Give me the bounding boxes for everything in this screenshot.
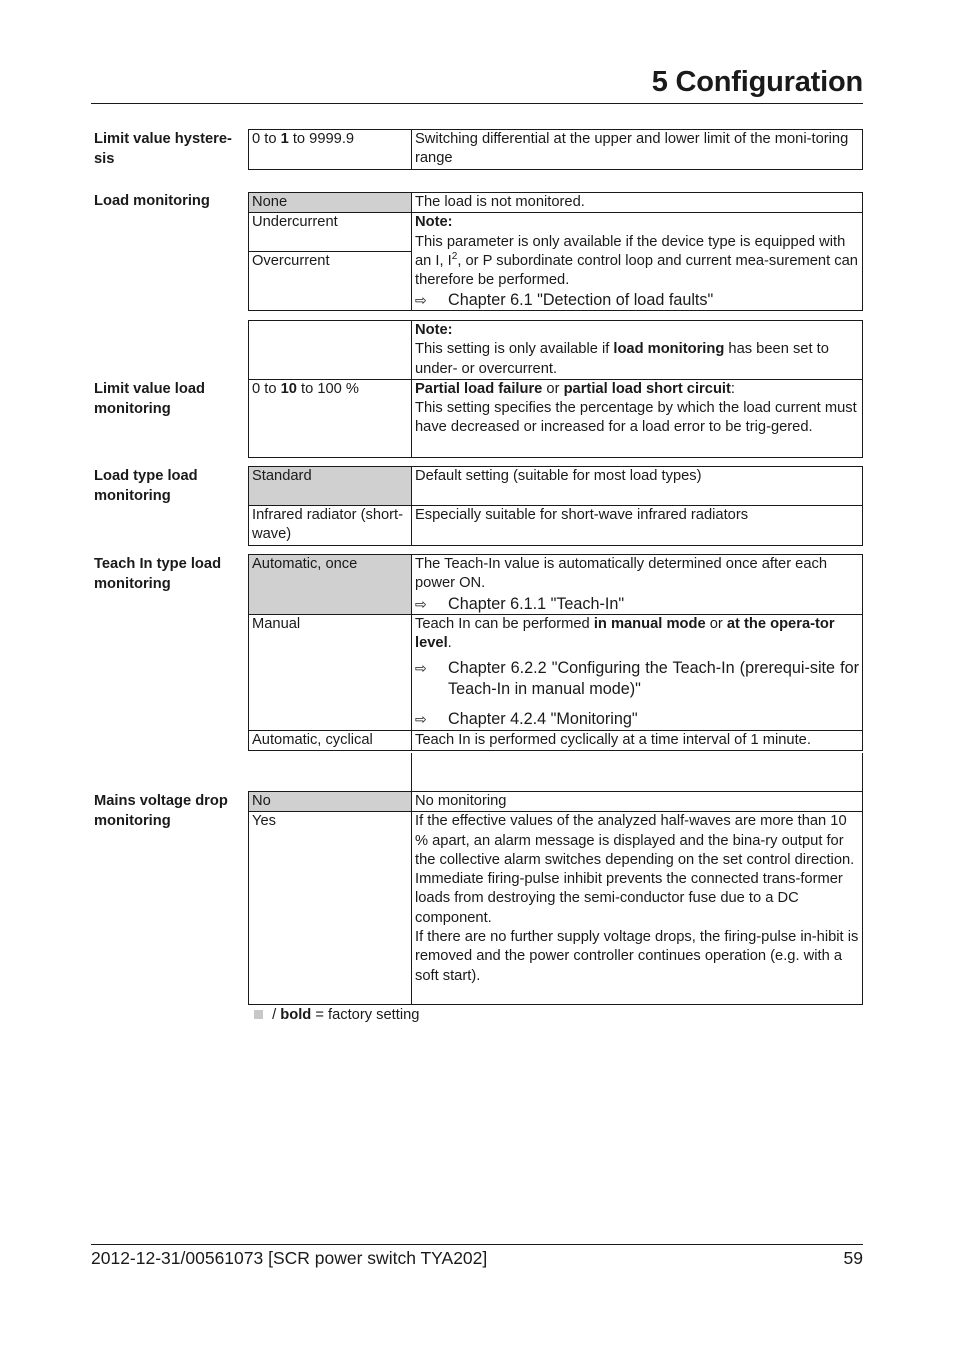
chapter-reference: ⇨ Chapter 6.1 "Detection of load faults" [415,291,714,310]
param-label-mains-drop: Mains voltage drop monitoring [94,793,228,829]
chapter-reference: ⇨ Chapter 4.2.4 "Monitoring" [415,709,638,728]
value-cell: 0 to 1 to 9999.9 [249,130,412,170]
param-label-teach-in: Teach In type load monitoring [94,556,222,592]
option-infrared: Infrared radiator (short-wave) [249,506,412,546]
note-text: This parameter is only available if the device type is equipped with an I, $I^2$, or P subordinate control loop and current mea-surement can therefore be performed. [415,233,858,289]
description-cell: Partial load failure or partial load short circuit: This setting specifies the percentage by which the load current must have decreased or increased for a load error to be trig-gered. [412,379,863,457]
table-limit-load [248,320,863,458]
chapter-reference: ⇨ Chapter 6.1.1 "Teach-In" [415,594,625,613]
arrow-right-icon: ⇨ [415,292,427,309]
option-overcurrent: Overcurrent [249,252,412,311]
note-title: Note: [415,322,453,338]
table-row [249,379,863,457]
arrow-right-icon: ⇨ [415,710,427,727]
description-automatic-cyclical: Teach In is performed cyclically at a time interval of 1 minute. [412,731,863,751]
option-none: None [249,193,412,213]
table-load-monitoring [248,192,863,311]
table-row [249,555,863,615]
param-label-limit-load: Limit value load monitoring [94,381,205,417]
table-mains-drop [248,753,863,1005]
empty-spacer-cell [249,753,412,792]
description-none: The load is not monitored. [412,193,863,213]
arrow-right-icon: ⇨ [415,595,427,612]
description-no: No monitoring [412,792,863,812]
empty-cell [249,321,412,380]
note-cell [412,321,863,380]
table-row [249,321,863,380]
arrow-right-icon: ⇨ [415,659,427,676]
description-standard: Default setting (suitable for most load types) [412,467,863,506]
shaded-square-icon [254,1010,263,1019]
footer-rule [91,1244,863,1245]
param-label-load-monitoring: Load monitoring [94,193,210,209]
description-infrared: Especially suitable for short-wave infrared radiators [412,506,863,546]
option-manual: Manual [249,615,412,731]
table-row [249,213,863,252]
footer-doc-reference: 2012-12-31/00561073 [SCR power switch TYA202] [91,1248,488,1268]
table-row [249,467,863,506]
note-text: This setting is only available if load monitoring has been set to under- or overcurrent. [415,341,829,377]
option-standard: Standard [249,467,412,506]
description-yes: If the effective values of the analyzed half-waves are more than 10 % apart, an alarm message is displayed and the bina-ry output for the collective alarm switches depending on the set control direction. Immediate firing-pulse inhibit prevents the connected trans-former loads from destroying the semi-conductor fuse due to a DC component. If there are no further supply voltage drops, the firing-pulse in-hibit is removed and the power controller continues operation (e.g. with a soft start). [412,812,863,1005]
page-number: 59 [843,1248,863,1268]
option-yes: Yes [249,812,412,1005]
note-cell [412,213,863,311]
table-row [249,506,863,546]
table-limit-hysteresis [248,129,863,170]
option-automatic-cyclical: Automatic, cyclical [249,731,412,751]
chapter-title: 5 Configuration [651,66,863,98]
table-row [249,792,863,812]
description-cell: Switching differential at the upper and lower limit of the moni-toring range [412,130,863,170]
description-automatic-once: The Teach-In value is automatically determined once after each power ON. ⇨ Chapter 6.1.1 "Teach-In" [412,555,863,615]
value-cell: 0 to 10 to 100 % [249,379,412,457]
table-row [249,193,863,213]
header-rule [91,103,863,104]
empty-cell [412,753,863,792]
note-title: Note: [415,214,453,231]
option-undercurrent: Undercurrent [249,213,412,252]
chapter-reference: ⇨ Chapter 6.2.2 "Configuring the Teach-In (prerequi-site for Teach-In in manual mode)" [415,658,859,698]
table-teach-in [248,554,863,751]
param-label-load-type: Load type load monitoring [94,468,198,504]
table-row [249,615,863,731]
factory-setting-legend: / bold = factory setting [254,1006,419,1025]
param-label-limit-hysteresis: Limit value hystere-sis [94,131,232,167]
description-manual: Teach In can be performed in manual mode or at the opera-tor level. ⇨ Chapter 6.2.2 "Configuring the Teach-In (prerequi-site for Teach-In in manual mode)" ⇨ Chapter 4.2.4 "Monitoring" [412,615,863,731]
option-no: No [249,792,412,812]
table-row [249,731,863,751]
option-automatic-once: Automatic, once [249,555,412,615]
table-load-type [248,466,863,546]
table-row [249,812,863,1005]
table-row [249,753,863,792]
table-row [249,130,863,170]
